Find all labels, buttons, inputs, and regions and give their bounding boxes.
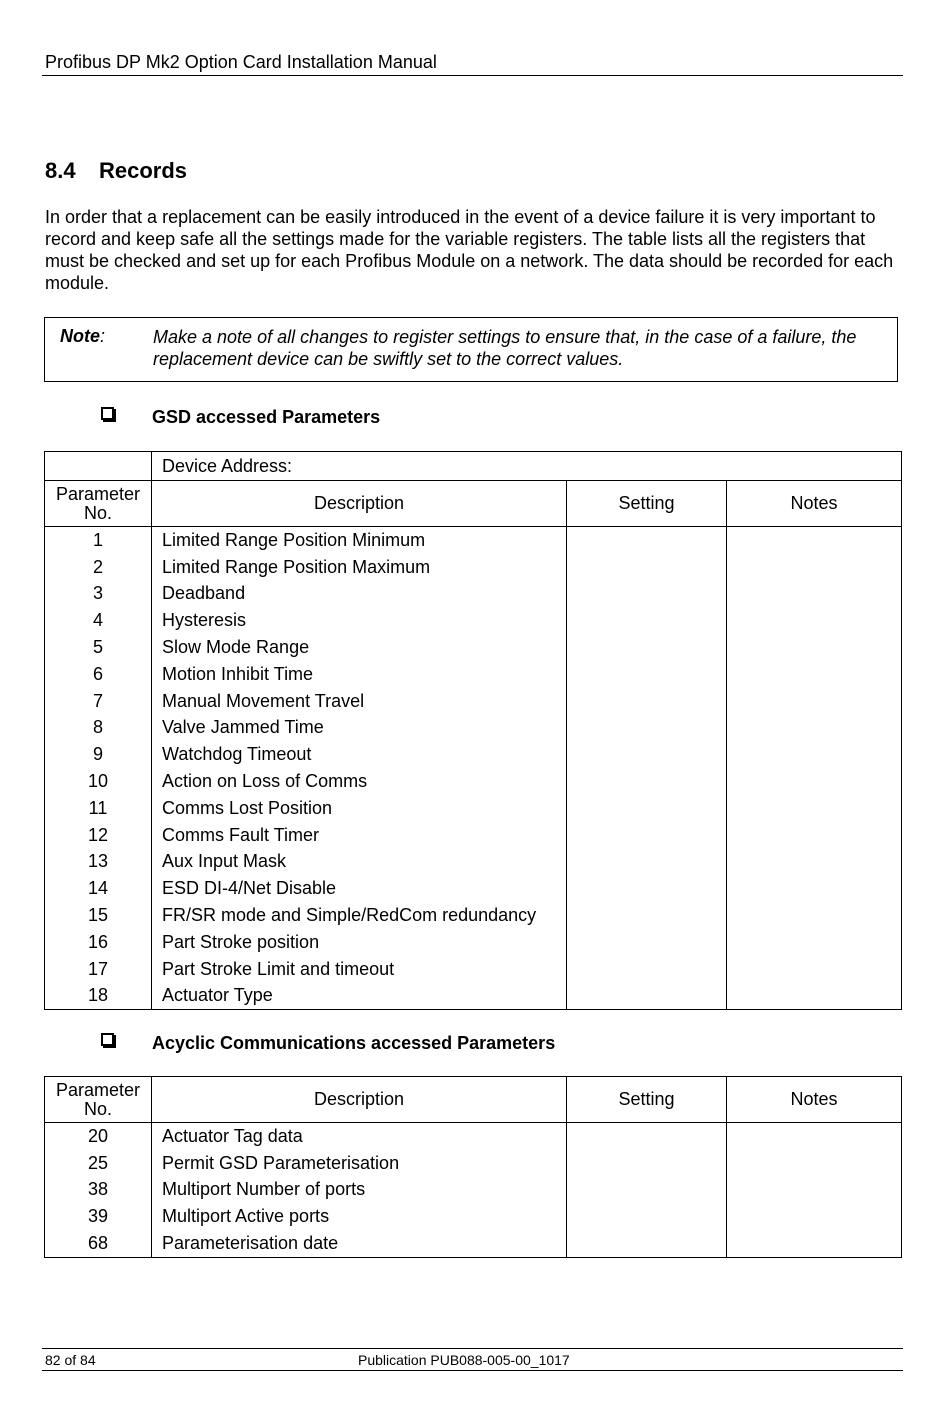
setting-cell — [567, 527, 727, 554]
param-number-cell: 38 — [45, 1177, 152, 1204]
setting-cell — [567, 554, 727, 581]
param-description-cell: Watchdog Timeout — [152, 741, 567, 768]
param-number-cell: 7 — [45, 688, 152, 715]
table-row — [45, 554, 902, 581]
param-number-cell: 9 — [45, 741, 152, 768]
table-row — [45, 527, 902, 554]
setting-cell — [567, 1203, 727, 1230]
param-description-cell: Part Stroke Limit and timeout — [152, 956, 567, 983]
table-row — [45, 1150, 902, 1177]
param-description-cell: FR/SR mode and Simple/RedCom redundancy — [152, 902, 567, 929]
note-text: Make a note of all changes to register settings to ensure that, in the case of a failure, the replacement device can be swiftly set to the correct values. — [153, 327, 857, 369]
note-label-colon: : — [100, 326, 106, 346]
param-number-cell: 2 — [45, 554, 152, 581]
param-description-cell: Motion Inhibit Time — [152, 661, 567, 688]
table-row — [45, 741, 902, 768]
note-label — [60, 326, 105, 347]
notes-cell — [727, 1230, 902, 1257]
param-description-cell: Slow Mode Range — [152, 634, 567, 661]
param-description-cell: Multiport Number of ports — [152, 1177, 567, 1204]
setting-cell — [567, 715, 727, 742]
table-row — [45, 1123, 902, 1150]
acyclic-heading: Acyclic Communications accessed Parameters — [152, 1033, 556, 1053]
table-row — [45, 768, 902, 795]
notes-cell — [727, 715, 902, 742]
table-row — [45, 875, 902, 902]
page-number: 82 of 84 — [45, 1352, 96, 1368]
table-row — [45, 634, 902, 661]
param-description-cell: Comms Fault Timer — [152, 822, 567, 849]
gsd-heading: GSD accessed Parameters — [152, 407, 381, 427]
param-description-cell: Hysteresis — [152, 607, 567, 634]
param-description-cell: Comms Lost Position — [152, 795, 567, 822]
note-box — [44, 317, 898, 382]
header-rule — [42, 75, 903, 76]
setting-cell — [567, 795, 727, 822]
setting-cell — [567, 875, 727, 902]
checkbox-icon — [101, 407, 114, 420]
notes-cell — [727, 661, 902, 688]
setting-cell — [567, 849, 727, 876]
param-number-cell: 16 — [45, 929, 152, 956]
col-header-param-line2: No. — [83, 1098, 112, 1119]
notes-cell — [727, 1150, 902, 1177]
col-header-notes: Notes — [727, 1077, 902, 1123]
section-title — [45, 158, 187, 184]
notes-cell — [727, 527, 902, 554]
param-description-cell: Valve Jammed Time — [152, 715, 567, 742]
checkbox-icon — [101, 1033, 114, 1046]
notes-cell — [727, 983, 902, 1010]
col-header-description: Description — [152, 1077, 567, 1123]
param-description-cell: Parameterisation date — [152, 1230, 567, 1257]
notes-cell — [727, 1177, 902, 1204]
param-number-cell: 68 — [45, 1230, 152, 1257]
device-address-label: Device Address: — [152, 452, 902, 481]
col-header-description: Description — [152, 481, 567, 527]
param-number-cell: 3 — [45, 581, 152, 608]
note-label-text: Note — [60, 326, 100, 346]
device-address-blank-cell — [45, 452, 152, 481]
param-description-cell: Permit GSD Parameterisation — [152, 1150, 567, 1177]
notes-cell — [727, 902, 902, 929]
table-row — [45, 1177, 902, 1204]
param-number-cell: 8 — [45, 715, 152, 742]
param-description-cell: Part Stroke position — [152, 929, 567, 956]
param-number-cell: 11 — [45, 795, 152, 822]
notes-cell — [727, 554, 902, 581]
notes-cell — [727, 768, 902, 795]
param-description-cell: Deadband — [152, 581, 567, 608]
notes-cell — [727, 929, 902, 956]
setting-cell — [567, 634, 727, 661]
table-row — [45, 956, 902, 983]
setting-cell — [567, 581, 727, 608]
param-description-cell: Action on Loss of Comms — [152, 768, 567, 795]
param-description-cell: Actuator Type — [152, 983, 567, 1010]
acyclic-parameters-table — [44, 1076, 902, 1258]
table-row — [45, 902, 902, 929]
param-description-cell: ESD DI-4/Net Disable — [152, 875, 567, 902]
param-number-cell: 17 — [45, 956, 152, 983]
param-description-cell: Manual Movement Travel — [152, 688, 567, 715]
setting-cell — [567, 741, 727, 768]
gsd-table-body — [45, 527, 902, 1010]
table-row — [45, 822, 902, 849]
setting-cell — [567, 768, 727, 795]
param-number-cell: 15 — [45, 902, 152, 929]
param-number-cell: 10 — [45, 768, 152, 795]
param-number-cell: 5 — [45, 634, 152, 661]
running-header: Profibus DP Mk2 Option Card Installation Manual — [45, 52, 437, 72]
param-number-cell: 4 — [45, 607, 152, 634]
param-description-cell: Actuator Tag data — [152, 1123, 567, 1150]
table-row — [45, 849, 902, 876]
setting-cell — [567, 607, 727, 634]
param-description-cell: Aux Input Mask — [152, 849, 567, 876]
col-header-param-line2: No. — [83, 502, 112, 523]
setting-cell — [567, 1123, 727, 1150]
param-number-cell: 18 — [45, 983, 152, 1010]
section-title-text: Records — [99, 158, 188, 183]
param-number-cell: 6 — [45, 661, 152, 688]
notes-cell — [727, 822, 902, 849]
publication-id: Publication PUB088-005-00_1017 — [358, 1352, 570, 1368]
setting-cell — [567, 1230, 727, 1257]
param-number-cell: 12 — [45, 822, 152, 849]
notes-cell — [727, 1203, 902, 1230]
table-row — [45, 795, 902, 822]
notes-cell — [727, 1123, 902, 1150]
param-number-cell: 1 — [45, 527, 152, 554]
col-header-param-line1: Parameter — [55, 1079, 141, 1100]
table-row — [45, 1203, 902, 1230]
col-header-setting: Setting — [567, 1077, 727, 1123]
notes-cell — [727, 581, 902, 608]
setting-cell — [567, 983, 727, 1010]
setting-cell — [567, 929, 727, 956]
footer-rule-top — [42, 1348, 903, 1349]
table-row — [45, 688, 902, 715]
notes-cell — [727, 688, 902, 715]
param-number-cell: 25 — [45, 1150, 152, 1177]
table-row — [45, 581, 902, 608]
gsd-header-row — [45, 481, 902, 527]
col-header-notes: Notes — [727, 481, 902, 527]
param-number-cell: 39 — [45, 1203, 152, 1230]
table-row — [45, 715, 902, 742]
acyclic-table-body — [45, 1123, 902, 1258]
param-description-cell: Limited Range Position Minimum — [152, 527, 567, 554]
notes-cell — [727, 956, 902, 983]
col-header-param-line1: Parameter — [55, 483, 141, 504]
param-number-cell: 20 — [45, 1123, 152, 1150]
table-row — [45, 983, 902, 1010]
gsd-parameters-table — [44, 451, 902, 1010]
col-header-setting: Setting — [567, 481, 727, 527]
notes-cell — [727, 795, 902, 822]
setting-cell — [567, 902, 727, 929]
notes-cell — [727, 607, 902, 634]
col-header-param — [45, 1077, 152, 1123]
param-number-cell: 13 — [45, 849, 152, 876]
device-address-row — [45, 452, 902, 481]
param-description-cell: Limited Range Position Maximum — [152, 554, 567, 581]
footer-rule-bottom — [42, 1370, 903, 1371]
setting-cell — [567, 661, 727, 688]
param-number-cell: 14 — [45, 875, 152, 902]
notes-cell — [727, 634, 902, 661]
setting-cell — [567, 1177, 727, 1204]
col-header-param — [45, 481, 152, 527]
notes-cell — [727, 849, 902, 876]
intro-paragraph: In order that a replacement can be easily introduced in the event of a device failure it is very important to record and keep safe all the settings made for the variable registers. The table lists all the registers that must be checked and set up for each Profibus Module on a network. The data should be recorded for each module. — [45, 207, 894, 293]
param-description-cell: Multiport Active ports — [152, 1203, 567, 1230]
notes-cell — [727, 741, 902, 768]
notes-cell — [727, 875, 902, 902]
acyclic-header-row — [45, 1077, 902, 1123]
setting-cell — [567, 688, 727, 715]
setting-cell — [567, 822, 727, 849]
table-row — [45, 1230, 902, 1257]
table-row — [45, 607, 902, 634]
table-row — [45, 661, 902, 688]
table-row — [45, 929, 902, 956]
setting-cell — [567, 956, 727, 983]
section-number: 8.4 — [45, 158, 76, 183]
setting-cell — [567, 1150, 727, 1177]
